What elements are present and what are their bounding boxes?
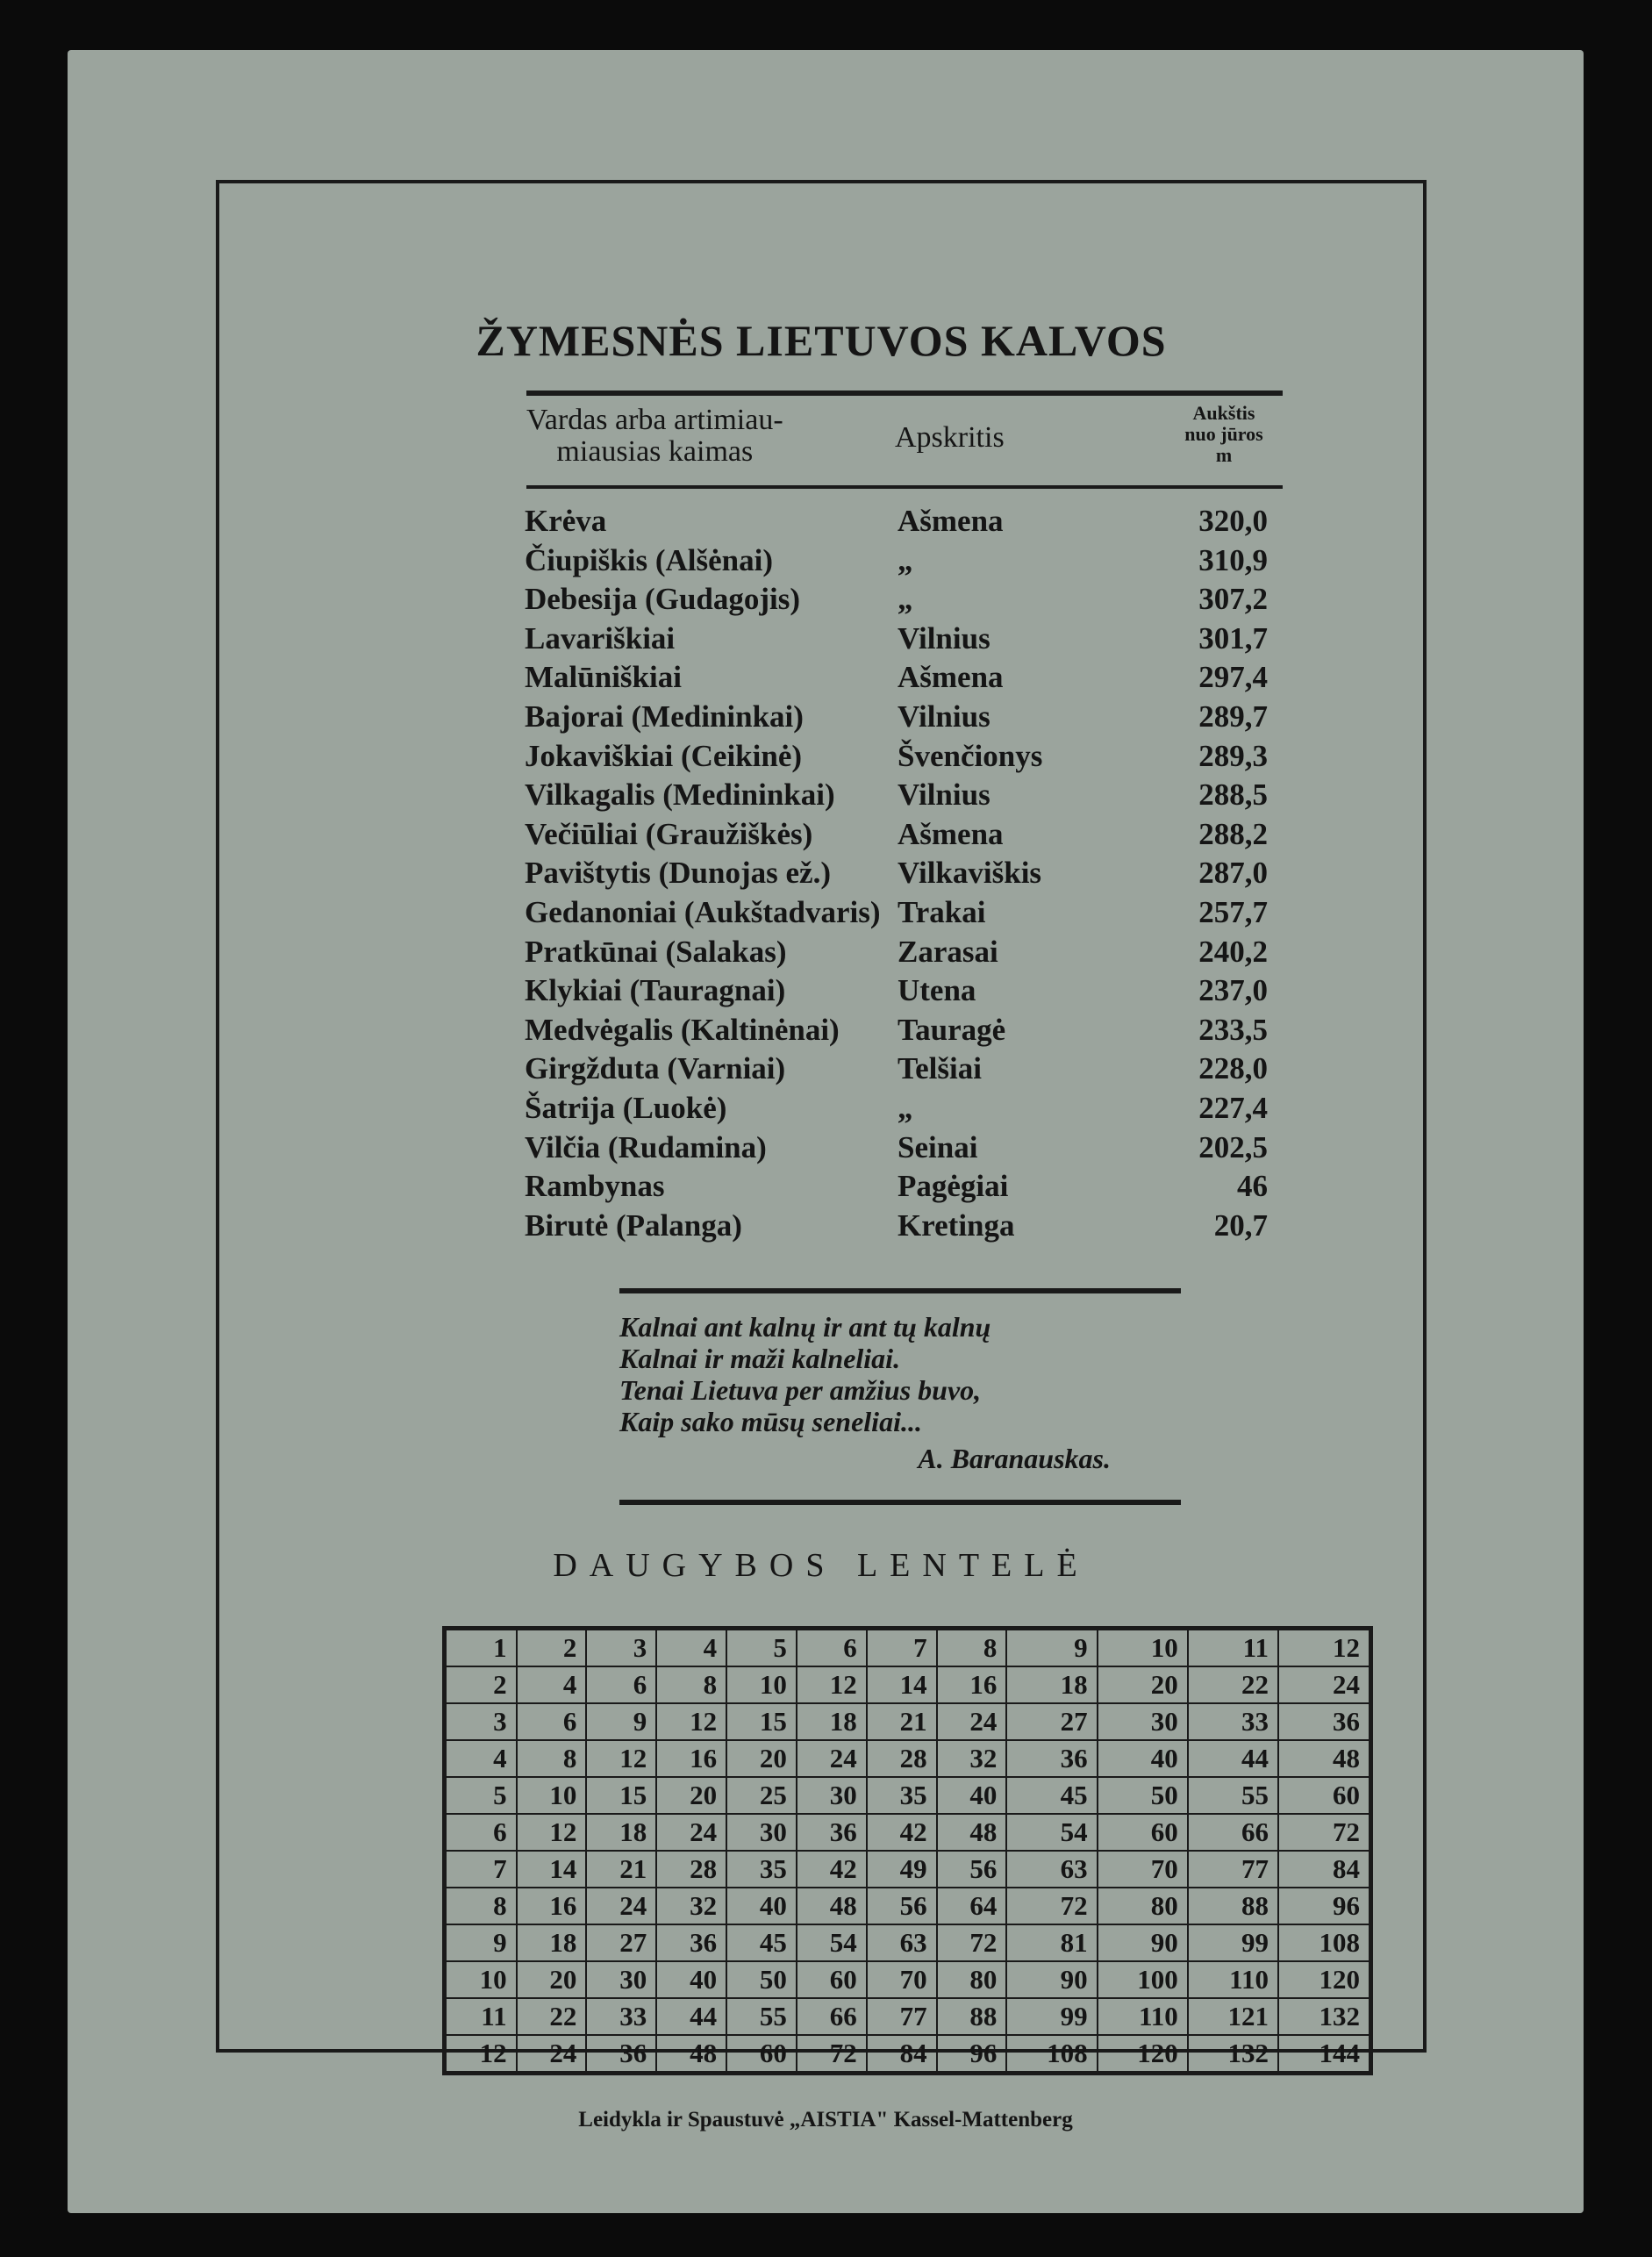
table-cell: 48 — [1278, 1740, 1371, 1777]
table-row — [445, 1777, 1371, 1814]
table-cell: 10 — [726, 1666, 797, 1703]
table-cell: 56 — [867, 1888, 937, 1924]
table-cell: 60 — [1098, 1814, 1188, 1851]
table-cell: 30 — [726, 1814, 797, 1851]
table-cell: 6 — [797, 1629, 867, 1667]
header-name: Vardas arba artimiau- miausias kaimas — [526, 404, 783, 468]
poem-line: Kalnai ir maži kalneliai. — [619, 1343, 901, 1374]
table-cell: 90 — [1006, 1961, 1097, 1998]
table-cell: 88 — [937, 1998, 1007, 2035]
table-cell: 4 — [517, 1666, 587, 1703]
table-cell: 48 — [656, 2035, 726, 2074]
table-cell: 18 — [586, 1814, 656, 1851]
table-cell: 28 — [867, 1740, 937, 1777]
table-cell: 16 — [517, 1888, 587, 1924]
poem-line: Tenai Lietuva per amžius buvo, — [619, 1374, 982, 1406]
hill-name: Šatrija (Luokė) — [525, 1090, 727, 1125]
table-cell: 24 — [937, 1703, 1007, 1740]
poem — [619, 1311, 1111, 1474]
table-cell: 5 — [445, 1777, 517, 1814]
table-cell: 60 — [797, 1961, 867, 1998]
table-cell: 54 — [1006, 1814, 1097, 1851]
hill-county: „ — [898, 1090, 913, 1125]
hill-row — [525, 737, 1279, 777]
table-row — [445, 1851, 1371, 1888]
table-cell: 32 — [937, 1740, 1007, 1777]
poem-line: Kalnai ant kalnų ir ant tų kalnų — [619, 1311, 991, 1343]
table-row — [445, 1629, 1371, 1667]
table-cell: 12 — [517, 1814, 587, 1851]
page-frame — [216, 180, 1427, 2068]
table-cell: 54 — [797, 1924, 867, 1961]
hill-name: Rambynas — [525, 1169, 665, 1204]
table-cell: 32 — [656, 1888, 726, 1924]
table-cell: 120 — [1098, 2035, 1188, 2074]
table-cell: 40 — [726, 1888, 797, 1924]
table-cell: 110 — [1188, 1961, 1278, 1998]
table-cell: 77 — [867, 1998, 937, 2035]
table-cell: 30 — [797, 1777, 867, 1814]
table-cell: 45 — [726, 1924, 797, 1961]
hill-county: Vilnius — [898, 620, 990, 656]
table-cell: 77 — [1188, 1851, 1278, 1888]
table-cell: 12 — [797, 1666, 867, 1703]
hills-title: ŽYMESNĖS LIETUVOS KALVOS — [476, 316, 1167, 365]
table-cell: 64 — [937, 1888, 1007, 1924]
table-cell: 6 — [517, 1703, 587, 1740]
hill-name: Gedanoniai (Aukštadvaris) — [525, 894, 881, 929]
table-cell: 33 — [1188, 1703, 1278, 1740]
hill-height: 46 — [1237, 1169, 1268, 1204]
table-cell: 15 — [726, 1703, 797, 1740]
table-cell: 88 — [1188, 1888, 1278, 1924]
hill-name: Girgžduta (Varniai) — [525, 1051, 786, 1086]
hill-height: 320,0 — [1198, 504, 1268, 538]
hill-row — [525, 776, 1279, 815]
table-cell: 11 — [445, 1998, 517, 2035]
hill-county: Zarasai — [898, 934, 998, 969]
hill-row — [525, 658, 1279, 698]
hill-height: 288,5 — [1198, 777, 1268, 813]
table-cell: 12 — [445, 2035, 517, 2074]
table-cell: 18 — [1006, 1666, 1097, 1703]
table-cell: 28 — [656, 1851, 726, 1888]
hill-row — [525, 1167, 1279, 1207]
hill-height: 288,2 — [1198, 816, 1268, 851]
hill-height: 257,7 — [1198, 894, 1268, 929]
table-cell: 12 — [586, 1740, 656, 1777]
table-cell: 90 — [1098, 1924, 1188, 1961]
table-cell: 9 — [586, 1703, 656, 1740]
table-cell: 72 — [797, 2035, 867, 2074]
table-cell: 80 — [1098, 1888, 1188, 1924]
table-cell: 15 — [586, 1777, 656, 1814]
hill-height: 240,2 — [1198, 934, 1268, 969]
table-row — [445, 2035, 1371, 2074]
table-cell: 20 — [1098, 1666, 1188, 1703]
table-cell: 40 — [1098, 1740, 1188, 1777]
table-cell: 60 — [726, 2035, 797, 2074]
hill-row — [525, 1128, 1279, 1168]
hill-height: 20,7 — [1213, 1207, 1268, 1243]
table-cell: 100 — [1098, 1961, 1188, 1998]
table-cell: 120 — [1278, 1961, 1371, 1998]
table-cell: 36 — [1278, 1703, 1371, 1740]
table-row — [445, 1740, 1371, 1777]
table-cell: 20 — [726, 1740, 797, 1777]
table-cell: 5 — [726, 1629, 797, 1667]
table-cell: 25 — [726, 1777, 797, 1814]
hill-county: Ašmena — [898, 816, 1004, 851]
table-row — [445, 1924, 1371, 1961]
hill-row — [525, 1089, 1279, 1128]
table-row — [445, 1998, 1371, 2035]
hill-name: Klykiai (Tauragnai) — [525, 973, 786, 1008]
poem-author: A. Baranauskas. — [918, 1443, 1111, 1474]
table-cell: 81 — [1006, 1924, 1097, 1961]
hill-county: Ašmena — [898, 504, 1004, 538]
table-cell: 66 — [797, 1998, 867, 2035]
table-cell: 48 — [797, 1888, 867, 1924]
hill-row — [525, 1050, 1279, 1089]
table-cell: 12 — [656, 1703, 726, 1740]
table-cell: 40 — [656, 1961, 726, 1998]
table-cell: 27 — [586, 1924, 656, 1961]
table-cell: 50 — [726, 1961, 797, 1998]
table-cell: 7 — [867, 1629, 937, 1667]
table-cell: 22 — [1188, 1666, 1278, 1703]
table-cell: 144 — [1278, 2035, 1371, 2074]
hill-name: Debesija (Gudagojis) — [525, 582, 801, 617]
hill-name: Birutė (Palanga) — [525, 1207, 742, 1243]
table-cell: 27 — [1006, 1703, 1097, 1740]
hill-county: Pagėgiai — [898, 1169, 1009, 1204]
table-cell: 4 — [445, 1740, 517, 1777]
hill-county: Ašmena — [898, 660, 1004, 695]
table-cell: 2 — [445, 1666, 517, 1703]
table-cell: 66 — [1188, 1814, 1278, 1851]
table-cell: 99 — [1188, 1924, 1278, 1961]
booklet-back-cover — [68, 50, 1584, 2213]
table-cell: 6 — [445, 1814, 517, 1851]
divider — [619, 1288, 1181, 1293]
table-cell: 7 — [445, 1851, 517, 1888]
table-cell: 10 — [517, 1777, 587, 1814]
hill-height: 289,7 — [1198, 699, 1268, 734]
table-cell: 36 — [656, 1924, 726, 1961]
table-cell: 70 — [1098, 1851, 1188, 1888]
table-cell: 108 — [1006, 2035, 1097, 2074]
hill-row — [525, 815, 1279, 855]
table-cell: 24 — [1278, 1666, 1371, 1703]
hill-row — [525, 854, 1279, 893]
hill-height: 228,0 — [1198, 1051, 1268, 1086]
table-cell: 8 — [445, 1888, 517, 1924]
hill-name: Malūniškiai — [525, 660, 682, 695]
hill-county: Utena — [898, 973, 976, 1008]
table-cell: 55 — [1188, 1777, 1278, 1814]
header-county: Apskritis — [895, 421, 1005, 454]
hill-name: Krėva — [525, 504, 607, 538]
table-cell: 8 — [656, 1666, 726, 1703]
table-cell: 24 — [797, 1740, 867, 1777]
hill-county: Seinai — [898, 1129, 978, 1164]
table-cell: 42 — [797, 1851, 867, 1888]
hill-name: Vilčia (Rudamina) — [525, 1129, 767, 1164]
table-cell: 80 — [937, 1961, 1007, 1998]
table-row — [445, 1888, 1371, 1924]
table-cell: 110 — [1098, 1998, 1188, 2035]
hills-table — [525, 502, 1279, 1245]
table-cell: 72 — [1006, 1888, 1097, 1924]
hill-height: 202,5 — [1198, 1129, 1268, 1164]
table-cell: 1 — [445, 1629, 517, 1667]
table-cell: 63 — [1006, 1851, 1097, 1888]
table-cell: 24 — [656, 1814, 726, 1851]
hill-height: 307,2 — [1198, 582, 1268, 617]
hill-height: 227,4 — [1198, 1090, 1268, 1125]
table-cell: 36 — [586, 2035, 656, 2074]
table-cell: 22 — [517, 1998, 587, 2035]
table-cell: 50 — [1098, 1777, 1188, 1814]
table-cell: 18 — [517, 1924, 587, 1961]
hill-height: 287,0 — [1198, 856, 1268, 891]
table-row — [445, 1703, 1371, 1740]
table-cell: 70 — [867, 1961, 937, 1998]
table-cell: 33 — [586, 1998, 656, 2035]
hill-row — [525, 620, 1279, 659]
hill-name: Vilkagalis (Medininkai) — [525, 777, 835, 813]
hill-row — [525, 893, 1279, 933]
table-cell: 40 — [937, 1777, 1007, 1814]
hill-county: Vilnius — [898, 777, 990, 813]
table-cell: 44 — [656, 1998, 726, 2035]
table-cell: 55 — [726, 1998, 797, 2035]
table-cell: 24 — [517, 2035, 587, 2074]
table-cell: 84 — [1278, 1851, 1371, 1888]
divider — [619, 1500, 1181, 1505]
hill-row — [525, 541, 1279, 581]
table-cell: 45 — [1006, 1777, 1097, 1814]
hill-row — [525, 933, 1279, 972]
table-cell: 56 — [937, 1851, 1007, 1888]
table-cell: 2 — [517, 1629, 587, 1667]
divider — [526, 485, 1283, 489]
hill-height: 233,5 — [1198, 1012, 1268, 1047]
table-cell: 108 — [1278, 1924, 1371, 1961]
table-cell: 20 — [517, 1961, 587, 1998]
table-cell: 10 — [445, 1961, 517, 1998]
table-cell: 30 — [586, 1961, 656, 1998]
table-cell: 72 — [1278, 1814, 1371, 1851]
hill-county: „ — [898, 542, 913, 577]
table-cell: 96 — [937, 2035, 1007, 2074]
table-cell: 3 — [445, 1703, 517, 1740]
hill-county: Tauragė — [898, 1012, 1006, 1047]
table-row — [445, 1961, 1371, 1998]
table-cell: 121 — [1188, 1998, 1278, 2035]
table-cell: 9 — [1006, 1629, 1097, 1667]
header-height: Aukštis nuo jūros m — [1184, 402, 1263, 466]
table-row — [445, 1666, 1371, 1703]
table-cell: 132 — [1278, 1998, 1371, 2035]
hill-height: 297,4 — [1198, 660, 1268, 695]
hill-county: Kretinga — [898, 1207, 1015, 1243]
publisher-footer: Leidykla ir Spaustuvė „AISTIA" Kassel-Mattenberg — [578, 2108, 1073, 2132]
hill-name: Jokaviškiai (Ceikinė) — [525, 738, 803, 773]
table-cell: 14 — [517, 1851, 587, 1888]
hill-name: Pavištytis (Dunojas ež.) — [525, 856, 831, 891]
table-cell: 18 — [797, 1703, 867, 1740]
table-cell: 16 — [937, 1666, 1007, 1703]
table-cell: 11 — [1188, 1629, 1278, 1667]
table-cell: 72 — [937, 1924, 1007, 1961]
hill-row — [525, 502, 1279, 541]
hill-row — [525, 698, 1279, 737]
table-cell: 35 — [726, 1851, 797, 1888]
table-cell: 60 — [1278, 1777, 1371, 1814]
hill-county: Telšiai — [898, 1051, 982, 1086]
table-cell: 36 — [1006, 1740, 1097, 1777]
table-cell: 63 — [867, 1924, 937, 1961]
table-cell: 8 — [937, 1629, 1007, 1667]
divider — [526, 390, 1283, 396]
table-cell: 44 — [1188, 1740, 1278, 1777]
hill-name: Čiupiškis (Alšėnai) — [525, 542, 773, 577]
table-cell: 16 — [656, 1740, 726, 1777]
hill-name: Lavariškiai — [525, 620, 676, 656]
table-cell: 9 — [445, 1924, 517, 1961]
hill-row — [525, 1207, 1279, 1246]
table-cell: 132 — [1188, 2035, 1278, 2074]
hill-height: 237,0 — [1198, 973, 1268, 1008]
hill-county: Švenčionys — [898, 738, 1043, 773]
hill-county: Trakai — [898, 894, 986, 929]
table-cell: 14 — [867, 1666, 937, 1703]
table-cell: 21 — [586, 1851, 656, 1888]
table-cell: 24 — [586, 1888, 656, 1924]
table-cell: 8 — [517, 1740, 587, 1777]
table-cell: 6 — [586, 1666, 656, 1703]
hill-height: 289,3 — [1198, 738, 1268, 773]
hill-county: Vilnius — [898, 699, 990, 734]
table-cell: 48 — [937, 1814, 1007, 1851]
table-cell: 20 — [656, 1777, 726, 1814]
table-row — [445, 1814, 1371, 1851]
hill-row — [525, 1011, 1279, 1050]
hill-row — [525, 971, 1279, 1011]
table-cell: 3 — [586, 1629, 656, 1667]
table-cell: 49 — [867, 1851, 937, 1888]
table-cell: 96 — [1278, 1888, 1371, 1924]
table-cell: 21 — [867, 1703, 937, 1740]
table-cell: 12 — [1278, 1629, 1371, 1667]
table-cell: 99 — [1006, 1998, 1097, 2035]
hill-name: Pratkūnai (Salakas) — [525, 934, 787, 969]
multiplication-title: DAUGYBOS LENTELĖ — [553, 1547, 1090, 1584]
hill-name: Večiūliai (Graužiškės) — [525, 816, 813, 851]
table-cell: 35 — [867, 1777, 937, 1814]
hill-county: „ — [898, 582, 913, 617]
table-cell: 42 — [867, 1814, 937, 1851]
table-cell: 10 — [1098, 1629, 1188, 1667]
poem-line: Kaip sako mūsų seneliai... — [619, 1406, 922, 1437]
hill-name: Medvėgalis (Kaltinėnai) — [525, 1012, 840, 1047]
hill-county: Vilkaviškis — [898, 856, 1042, 891]
multiplication-table — [442, 1626, 1373, 2075]
hill-name: Bajorai (Medininkai) — [525, 699, 804, 734]
table-cell: 4 — [656, 1629, 726, 1667]
table-cell: 84 — [867, 2035, 937, 2074]
table-cell: 30 — [1098, 1703, 1188, 1740]
hill-height: 301,7 — [1198, 620, 1268, 656]
hill-height: 310,9 — [1198, 542, 1268, 577]
table-cell: 36 — [797, 1814, 867, 1851]
hill-row — [525, 580, 1279, 620]
